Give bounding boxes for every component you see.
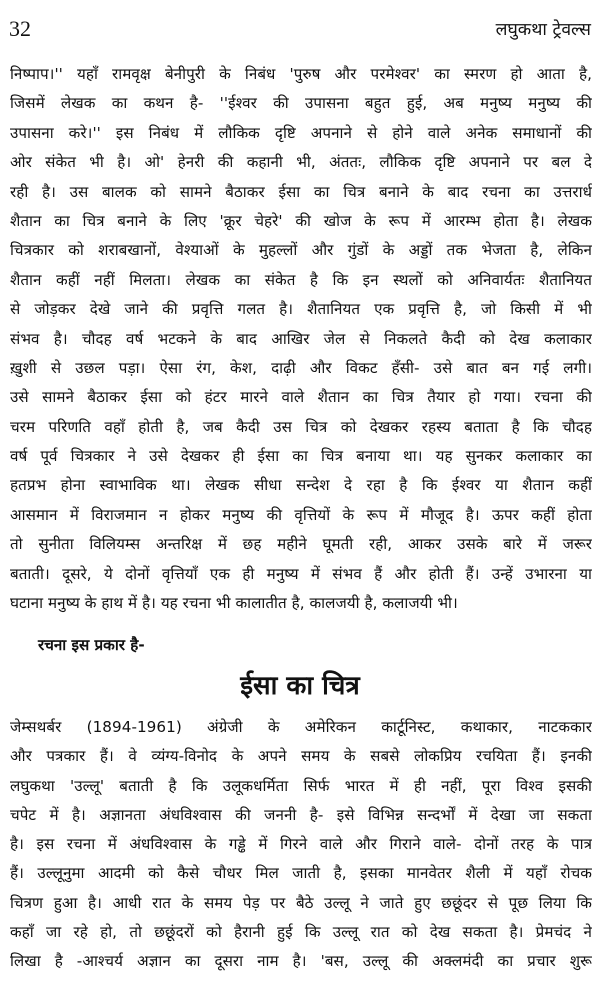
text-line: चरम परिणति वहाँ होती है, जब कैदी उस चित्र को देखकर रहस्य बताता है कि चौदह: [10, 417, 592, 436]
text-line: से जोड़कर देखे जाने की प्रवृत्ति गलत है। शैतानियत एक प्रवृत्ति है, जो किसी में भी: [10, 300, 592, 319]
page-header: [9, 16, 591, 44]
text-line: है। इस रचना में अंधविश्वास के गड्ढे में गिरने वाले और गिराने वाले- दोनों तरह के पात्र: [10, 835, 592, 854]
paragraph-1: [10, 60, 592, 618]
text-line: लघुकथा 'उल्लू' बताती है कि उलूकधर्मिता सिर्फ भारत में ही नहीं, पूरा विश्व इसकी: [10, 776, 592, 795]
page-number: 32: [9, 16, 31, 41]
running-head: लघुकथा ट्रेवल्स: [495, 20, 591, 40]
text-line: तो सुनीता विलियम्स अन्तरिक्ष में छह महीने घूमती रही, आकर उसके बारे में जरूर: [10, 535, 592, 554]
text-line: रही है। उस बालक को सामने बैठाकर ईसा का चित्र बनाने के बाद रचना का उत्तरार्ध: [10, 182, 592, 201]
text-line: ख़ुशी से उछल पड़ा। ऐसा रंग, केश, दाढ़ी और विकट हँसी- उसे बात बन गई लगी।: [10, 358, 592, 377]
text-line: लिखा है -आश्चर्य अज्ञान का दूसरा नाम है। 'बस, उल्लू की अक्लमंदी का प्रचार शुरू: [10, 952, 592, 971]
text-line: चित्रकार को शराबखानों, वेश्याओं के मुहल्लों और गुंडों के अड्डों तक भेजता है, लेकिन: [10, 241, 592, 260]
text-line: बताती। दूसरे, ये दोनों वृत्तियाँ एक ही मनुष्य में संभव हैं और होती हैं। उन्हें उभारना या: [10, 564, 592, 583]
paragraph-2: [10, 713, 592, 977]
story-title: ईसा का चित्र: [240, 671, 360, 701]
intro-label: रचना इस प्रकार है-: [38, 636, 145, 654]
text-line: हतप्रभ होना स्वाभाविक था। लेखक सीधा सन्देश दे रहा है कि ईश्वर या शैतान कहीं: [10, 476, 592, 495]
text-line: घटाना मनुष्य के हाथ में है। यह रचना भी कालातीत है, कालजयी है, कलाजयी भी।: [10, 594, 458, 613]
text-line: और पत्रकार हैं। वे व्यंग्य-विनोद के अपने समय के सबसे लोकप्रिय रचयिता हैं। इनकी: [10, 747, 592, 766]
text-line: उसे सामने बैठाकर ईसा को हंटर मारने वाले शैतान का चित्र तैयार हो गया। रचना की: [10, 388, 592, 407]
text-line: जेम्सथर्बर (1894-1961) अंग्रेजी के अमेरिकन कार्टूनिस्ट, कथाकार, नाटककार: [10, 718, 592, 736]
text-line: निष्पाप।'' यहाँ रामवृक्ष बेनीपुरी के निबंध 'पुरुष और परमेश्वर' का स्मरण हो आता है,: [10, 65, 592, 83]
text-line: ओर संकेत भी है। ओ' हेनरी की कहानी भी, अंततः, लौकिक दृष्टि अपनाने पर बल दे: [10, 153, 592, 172]
text-line: चित्रण हुआ है। आधी रात के समय पेड़ पर बैठे उल्लू ने जाते हुए छछूंदर से पूछ लिया कि: [10, 893, 592, 912]
text-line: जिसमें लेखक का कथन है- ''ईश्वर की उपासना बहुत हुई, अब मनुष्य मनुष्य की: [10, 94, 592, 113]
text-line: चपेट में है। अज्ञानता अंधविश्वास की जननी है- इसे विभिन्न सन्दर्भों में देखा जा सकता: [10, 805, 592, 824]
text-line: वर्ष पूर्व चित्रकार ने उसे देखकर ही ईसा का चित्र बनाया था। यह सुनकर कलाकार का: [10, 447, 592, 466]
text-line: शैतान कहीं नहीं मिलता। लेखक का संकेत है कि इन स्थलों को अनिवार्यतः शैतानियत: [10, 270, 592, 289]
text-line: उपासना करे।'' इस निबंध में लौकिक दृष्टि अपनाने से होने वाले अनेक समाधानों की: [10, 123, 592, 142]
text-line: हैं। उल्लूनुमा आदमी को कैसे चौधर मिल जाती है, इसका मानवेतर शैली में यहाँ रोचक: [10, 864, 592, 883]
text-line: आसमान में विराजमान न होकर मनुष्य की वृत्तियों के रूप में मौजूद है। ऊपर कहीं होता: [10, 505, 592, 524]
text-line: संभव है। चौदह वर्ष भटकने के बाद आखिर जेल से निकलते कैदी को देख कलाकार: [10, 329, 592, 348]
text-line: कहाँ जा रहे हो, तो छछूंदरों को हैरानी हुई कि उल्लू रात को देख सकता है। प्रेमचंद ने: [10, 923, 592, 942]
text-line: शैतान का चित्र बनाने के लिए 'क्रूर चेहरे' की खोज के रूप में आरम्भ होता है। लेखक: [10, 211, 592, 230]
